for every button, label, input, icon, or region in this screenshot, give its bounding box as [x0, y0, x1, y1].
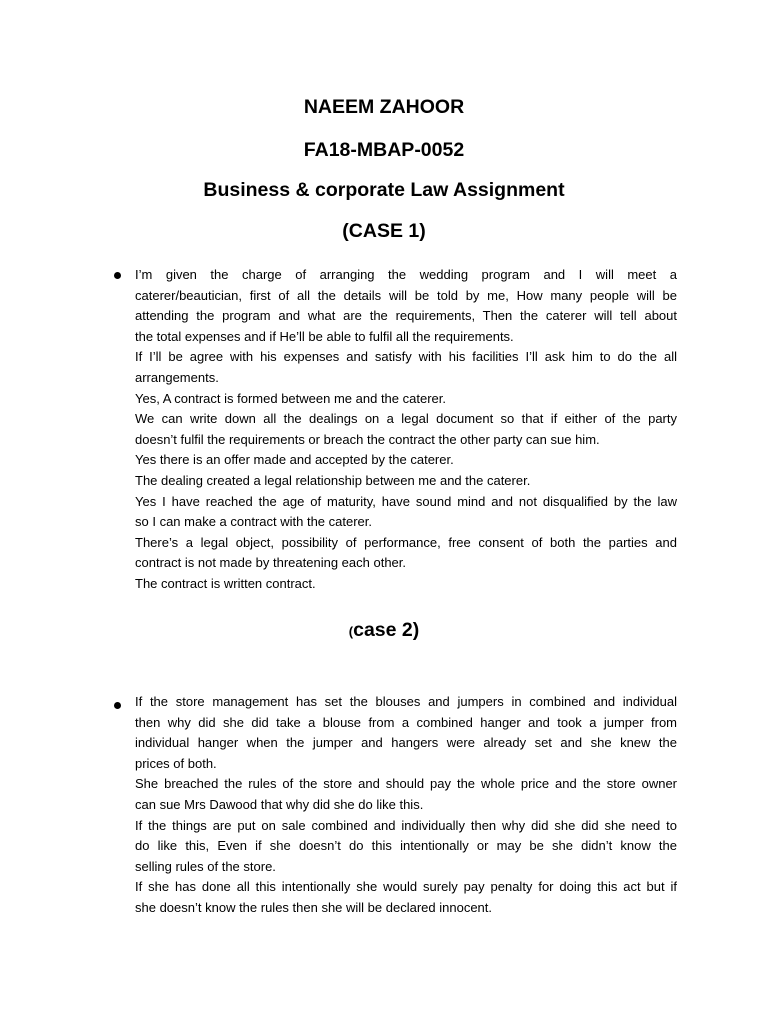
case2-heading-open-paren: (	[348, 624, 354, 639]
paragraph-line: If the store management has set the blouses and jumpers in combined and individual	[135, 694, 677, 709]
paragraph-line: If I’ll be agree with his expenses and satisfy with his facilities I’ll ask him to do the all	[135, 349, 677, 365]
paragraph-line: She breached the rules of the store and should pay the whole price and the store owner	[135, 776, 677, 792]
bullet-icon	[114, 267, 121, 281]
paragraph-line: If the things are put on sale combined and individually then why did she did she need to	[135, 817, 677, 833]
paragraph-line: We can write down all the dealings on a legal document so that if either of the party	[135, 411, 677, 427]
paragraph-line: arrangements.	[135, 369, 219, 385]
paragraph-line: The contract is written contract.	[135, 575, 316, 591]
paragraph-line: she doesn’t know the rules then she will be declared innocent.	[135, 899, 492, 915]
paragraph-line: individual hanger when the jumper and hangers were already set and she knew the	[135, 735, 677, 751]
paragraph-line: then why did she did take a blouse from a combined hanger and took a jumper from	[135, 714, 677, 730]
paragraph-line: The dealing created a legal relationship between me and the caterer.	[135, 472, 531, 488]
paragraph-line: I’m given the charge of arranging the wedding program and I will meet a	[135, 267, 677, 282]
paragraph-line: doesn’t fulfil the requirements or breach the contract the other party can sue him.	[135, 431, 600, 447]
paragraph-line: Yes I have reached the age of maturity, have sound mind and not disqualified by the law	[135, 493, 677, 509]
paragraph-line: Yes there is an offer made and accepted by the caterer.	[135, 452, 454, 468]
paragraph-line: If she has done all this intentionally she would surely pay penalty for doing this act but if	[135, 879, 677, 895]
case2-heading	[0, 618, 768, 644]
paragraph-line: so I can make a contract with the caterer.	[135, 514, 373, 530]
paragraph-line: Yes, A contract is formed between me and the caterer.	[135, 390, 446, 406]
paragraph-line: prices of both.	[135, 755, 217, 771]
author-name-heading: NAEEM ZAHOOR	[303, 96, 465, 118]
paragraph-line: There’s a legal object, possibility of performance, free consent of both the parties and	[135, 534, 677, 550]
paragraph-line: caterer/beautician, first of all the details will be told by me, How many people will be	[135, 287, 677, 303]
paragraph-line: selling rules of the store.	[135, 858, 276, 874]
case2-heading-label: case 2)	[353, 619, 420, 641]
paragraph-line: can sue Mrs Dawood that why did she do like this.	[135, 796, 424, 812]
paragraph-line: do like this, Even if she doesn’t do this intentionally or may be she didn’t know the	[135, 838, 677, 854]
case2-text-block	[135, 692, 677, 919]
paragraph-line: the total expenses and if He’ll be able to fulfil all the requirements.	[135, 328, 514, 344]
bullet-icon	[114, 697, 121, 711]
case1-text-block	[135, 265, 677, 595]
case1-heading: (CASE 1)	[342, 220, 426, 242]
course-title-heading: Business & corporate Law Assignment	[203, 179, 565, 201]
paragraph-line: contract is not made by threatening each other.	[135, 555, 407, 571]
paragraph-line: attending the program and what are the requirements, Then the caterer will tell about	[135, 308, 677, 324]
student-id-heading: FA18-MBAP-0052	[303, 139, 465, 161]
